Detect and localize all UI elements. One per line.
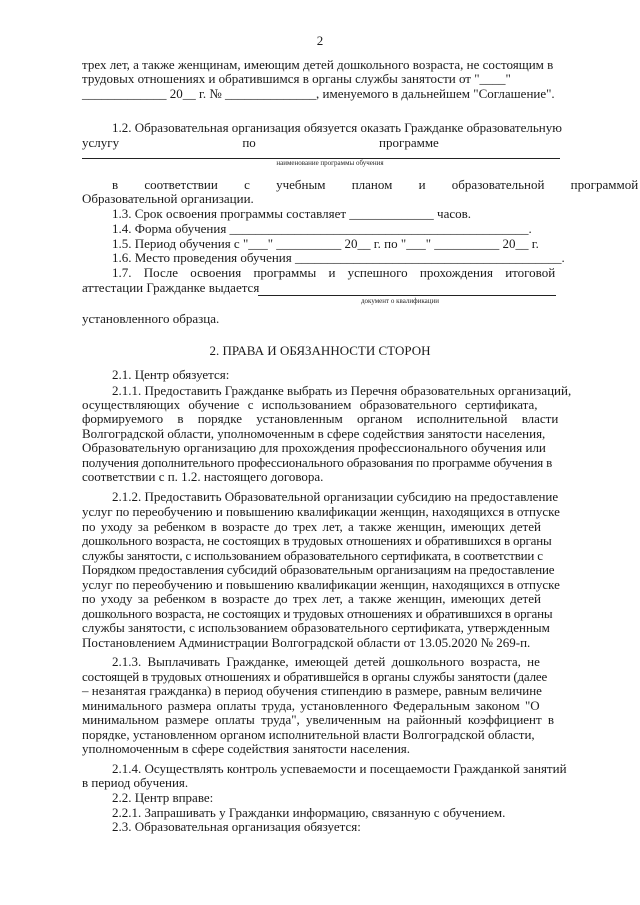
text-line: трудовых отношениях и обратившимся в органы службы занятости от "____": [82, 71, 511, 86]
text-line: соответствии с п. 1.2. настоящего договора.: [82, 469, 324, 484]
text-line: получения дополнительного профессионального образования по программе обучения в: [82, 455, 553, 470]
text-line: 2.3. Образовательная организация обязуется:: [112, 819, 361, 834]
text-line: дошкольного возраста, не состоящих и трудовых отношениях и обратившихся в органы: [82, 606, 553, 621]
text-line: Образовательную организацию для прохождения профессионального обучения или: [82, 440, 546, 455]
text-line: Постановлением Администрации Волгоградской области от 13.05.2020 № 269-п.: [82, 635, 531, 650]
text-line: в период обучения.: [82, 775, 189, 790]
text-line: дошкольного возраста, не состоящих в трудовых отношениях и обратившихся в органы: [82, 533, 552, 548]
text-line: услуг по переобучению и повышению квалификации женщин, находящихся в отпуске: [82, 504, 560, 519]
qualification-doc-line: [258, 295, 556, 296]
text-line: 2.2.1. Запрашивать у Гражданки информацию, связанную с обучением.: [112, 805, 506, 820]
text-line: Волгоградской области, уполномоченным в сфере содействия занятости населения,: [82, 426, 546, 441]
text-line: 1.2. Образовательная организация обязуется оказать Гражданке образовательную: [112, 120, 562, 135]
text-line: 2.1.4. Осуществлять контроль успеваемости и посещаемости Гражданкой занятий: [112, 761, 567, 776]
text-line: Образовательной организации.: [82, 191, 254, 206]
text-line: 2.1.1. Предоставить Гражданке выбрать из Перечня образовательных организаций,: [112, 383, 572, 398]
text-line: 1.5. Период обучения с "___" __________ 20__ г. по "___" __________ 20__ г.: [112, 236, 539, 251]
text-line: услугу по программе: [82, 135, 439, 150]
text-line: в соответствии с учебным планом и образовательной программой: [112, 177, 639, 192]
text-line: по уходу за ребенком в возрасте до трех лет, а также женщин, имеющих детей: [82, 591, 541, 606]
text-line: минимальном размере оплаты труда", увеличенным на районный коэффициент в: [82, 712, 555, 727]
text-line: 1.4. Форма обучения ______________________________________________.: [112, 221, 532, 236]
text-line: состоящей в трудовых отношениях и обратившейся в органы службы занятости (далее: [82, 669, 548, 684]
text-line: 1.7. После освоения программы и успешного прохождения итоговой: [112, 265, 556, 280]
text-line: 2.1.3. Выплачивать Гражданке, имеющей детей дошкольного возраста, не: [112, 654, 540, 669]
text-line: осуществляющих обучение с использованием образовательного сертификата,: [82, 397, 538, 412]
text-line: 1.3. Срок освоения программы составляет _____________ часов.: [112, 206, 472, 221]
text-line: Порядком предоставления субсидий образовательным организациям на предоставление: [82, 562, 555, 577]
text-line: 2.1.2. Предоставить Образовательной организации субсидию на предоставление: [112, 489, 559, 504]
qualification-doc-caption: документ о квалификации: [360, 297, 440, 305]
text-line: 2.1. Центр обязуется:: [112, 367, 230, 382]
text-line: формируемого в порядке установленным органом исполнительной власти: [82, 411, 559, 426]
text-line: минимального размера оплаты труда, установленного Федеральным законом "О: [82, 698, 540, 713]
text-line: службы занятости, с использованием образовательного сертификата, утвержденным: [82, 620, 550, 635]
text-line: по уходу за ребенком в возрасте до трех лет, а также женщин, имеющих детей: [82, 519, 541, 534]
program-name-caption: наименование программы обучения: [276, 159, 384, 167]
text-line: 1.6. Место проведения обучения _________________________________________.: [112, 250, 565, 265]
text-line: – незанятая гражданка) в период обучения стипендию в размере, равным величине: [82, 683, 542, 698]
text-line: _____________ 20__ г. № ______________, именуемого в дальнейшем "Соглашение".: [82, 86, 555, 101]
text-line: установленного образца.: [82, 311, 220, 326]
section-heading: 2. ПРАВА И ОБЯЗАННОСТИ СТОРОН: [209, 343, 431, 358]
text-line: службы занятости, с использованием образовательного сертификата, в соответствии с: [82, 548, 543, 563]
text-line: порядке, установленном органом исполнительной власти Волгоградской области,: [82, 727, 535, 742]
text-line: трех лет, а также женщинам, имеющим детей дошкольного возраста, не состоящим в: [82, 57, 554, 72]
text-line: 2.2. Центр вправе:: [112, 790, 214, 805]
text-line: уполномоченным в сфере содействия занятости населения.: [82, 741, 411, 756]
page-number: 2: [316, 33, 324, 48]
text-line: услуг по переобучению и повышению квалификации женщин, находящихся в отпуске: [82, 577, 560, 592]
text-line: аттестации Гражданке выдается: [82, 280, 260, 295]
